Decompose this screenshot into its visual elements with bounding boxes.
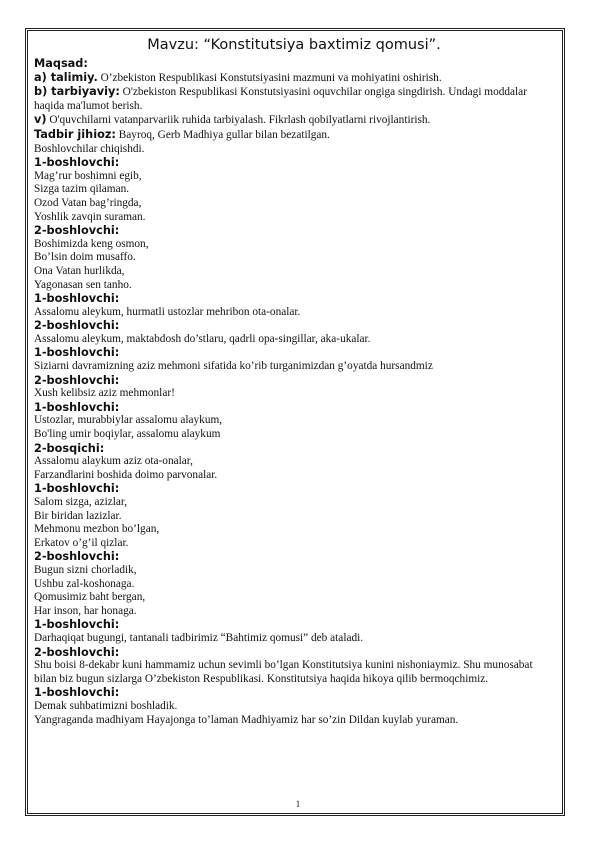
- verse-line: Yoshlik zavqin suraman.: [34, 210, 146, 223]
- document-title: Mavzu: “Konstitutsiya baxtimiz qomusi”.: [147, 37, 441, 53]
- verse-line: Ozod Vatan bag’ringda,: [34, 196, 142, 209]
- document-body: [34, 36, 554, 727]
- speaker-section: [34, 442, 554, 483]
- verse-line: Farzandlarini boshida doimo parvonalar.: [34, 468, 218, 481]
- speaker-section: [34, 618, 554, 645]
- speaker-section: [34, 346, 554, 373]
- verse-line: Har inson, har honaga.: [34, 604, 137, 617]
- verse-line: Darhaqiqat bugungi, tantanali tadbirimiz “Bahtimiz qomusi” deb ataladi.: [34, 631, 364, 644]
- speaker-section: [34, 401, 554, 442]
- goal-lead: b) tarbiyaviy:: [34, 85, 120, 99]
- verse-line: Bir biridan lazizlar.: [34, 509, 122, 522]
- goal-lead: v): [34, 113, 47, 127]
- speaker-section: [34, 224, 554, 292]
- speaker-heading: 2-boshlovchi:: [34, 224, 120, 238]
- speaker-heading: 2-bosqichi:: [34, 441, 105, 455]
- verse-line: Sizga tazim qilaman.: [34, 183, 130, 196]
- goal-text: Bayroq, Gerb Madhiya gullar bilan bezatilgan.: [115, 128, 330, 141]
- speaker-heading: 1-boshlovchi:: [34, 482, 120, 496]
- speaker-heading: 1-boshlovchi:: [34, 156, 120, 170]
- goals-list: [34, 71, 554, 143]
- speaker-section: [34, 156, 554, 224]
- speaker-heading: 1-boshlovchi:: [34, 346, 120, 360]
- speaker-heading: 2-boshlovchi:: [34, 550, 120, 564]
- speaker-section: [34, 482, 554, 550]
- verse-line: Erkatov o’g’il qizlar.: [34, 536, 129, 549]
- goal-item: [34, 85, 554, 113]
- verse-line: Siziarni davramizning aziz mehmoni sifatida ko’rib turganimizdan g’oyatda hursandmiz: [34, 360, 433, 373]
- intro-line: Boshlovchilar chiqishdi.: [34, 142, 145, 155]
- verse-line: Boshimizda keng osmon,: [34, 237, 149, 250]
- verse-line: Bo'ling umir boqiylar, assalomu alaykum: [34, 428, 221, 441]
- speech-paragraph: Shu boisi 8-dekabr kuni hammamiz uchun sevimli bo’lgan Konstitutsiya kunini nishoniaymiz. Shu munosabat bilan biz bugun sizlarga O’zbekiston Respublikasi. Konstitutsiya haqida hikoya qilib bermoqchimiz.: [34, 659, 533, 685]
- speaker-section: [34, 686, 554, 727]
- verse-line: Assalomu aleykum, maktabdosh do’stlaru, qadrli opa-singillar, aka-ukalar.: [34, 332, 371, 345]
- verse-line: Yangraganda madhiyam Hayajonga to’laman Madhiyamiz har so’zin Dildan kuylab yuraman.: [34, 713, 459, 726]
- verse-line: Bugun sizni chorladik,: [34, 563, 137, 576]
- speaker-heading: 2-boshlovchi:: [34, 645, 120, 659]
- speaker-heading: 1-boshlovchi:: [34, 686, 120, 700]
- verse-line: Ustozlar, murabbiylar assalomu alaykum,: [34, 414, 223, 427]
- verse-line: Ona Vatan hurlikda,: [34, 264, 125, 277]
- goal-item: [34, 128, 554, 143]
- goal-item: [34, 113, 554, 128]
- verse-line: Bo’lsin doim musaffo.: [34, 251, 136, 264]
- verse-line: Yagonasan sen tanho.: [34, 278, 132, 291]
- speaker-heading: 2-boshlovchi:: [34, 319, 120, 333]
- speaker-section: [34, 319, 554, 346]
- verse-line: Qomusimiz baht bergan,: [34, 591, 146, 604]
- goal-text: O'zbekiston Respublikasi Konstutsiyasini oquvchilar ongiga singdirish. Undagi moddalar haqida ma'lumot berish.: [34, 86, 527, 112]
- speaker-heading: 1-boshlovchi:: [34, 400, 120, 414]
- goal-lead: Tadbir jihioz:: [34, 127, 116, 141]
- verse-line: Mag’rur boshimni egib,: [34, 169, 142, 182]
- speaker-section: [34, 292, 554, 319]
- script-sections: [34, 156, 554, 727]
- verse-line: Assalomu alaykum aziz ota-onalar,: [34, 455, 193, 468]
- maqsad-heading: Maqsad:: [34, 57, 88, 70]
- goal-lead: a) talimiy.: [34, 70, 98, 84]
- goal-item: [34, 71, 554, 86]
- speaker-heading: 2-boshlovchi:: [34, 373, 120, 387]
- page-number: 1: [295, 799, 301, 809]
- verse-line: Xush kelibsiz aziz mehmonlar!: [34, 387, 175, 400]
- verse-line: Salom sizga, azizlar,: [34, 496, 128, 508]
- speaker-section: [34, 646, 554, 687]
- goal-text: O’zbekiston Respublikasi Konstutsiyasini mazmuni va mohiyatini oshirish.: [97, 71, 442, 84]
- speaker-heading: 1-boshlovchi:: [34, 618, 120, 632]
- speaker-section: [34, 550, 554, 618]
- verse-line: Ushbu zal-koshonaga.: [34, 577, 135, 590]
- speaker-section: [34, 374, 554, 401]
- verse-line: Mehmonu mezbon bo’lgan,: [34, 523, 160, 536]
- speaker-heading: 1-boshlovchi:: [34, 292, 120, 306]
- verse-line: Assalomu aleykum, hurmatli ustozlar mehribon ota-onalar.: [34, 305, 301, 318]
- verse-line: Demak suhbatimizni boshladik.: [34, 699, 178, 712]
- goal-text: O'quvchilarni vatanparvariik ruhida tarbiyalash. Fikrlash qobilyatlarni rivojlantirish.: [46, 114, 431, 127]
